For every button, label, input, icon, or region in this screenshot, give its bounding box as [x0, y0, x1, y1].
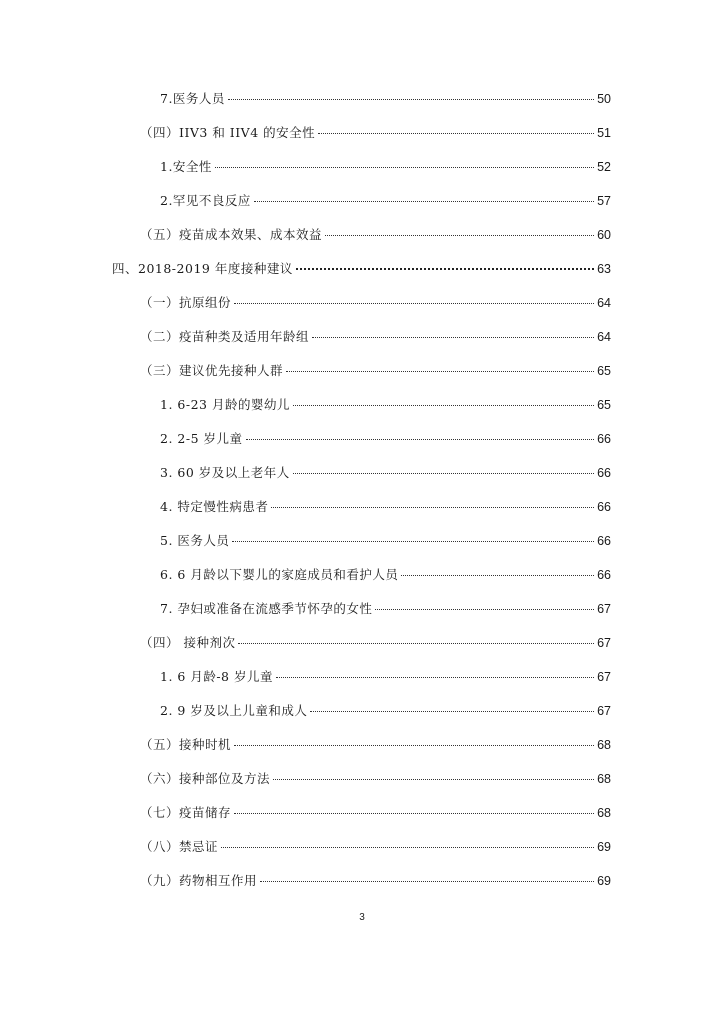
toc-entry-label: 四、2018-2019 年度接种建议: [112, 261, 293, 276]
toc-entry-label: 3. 60 岁及以上老年人: [160, 465, 290, 480]
toc-entry-page: 69: [597, 874, 611, 888]
toc-entry-page: 66: [597, 500, 611, 514]
toc-entry-label: 1. 6 月龄-8 岁儿童: [160, 669, 273, 684]
toc-entry[interactable]: [140, 769, 611, 789]
dot-leader: [310, 710, 594, 712]
dot-leader: [296, 267, 594, 270]
toc-entry[interactable]: [140, 361, 611, 381]
toc-entry-page: 64: [597, 296, 611, 310]
toc-entry-label: （四）IIV3 和 IIV4 的安全性: [140, 125, 316, 140]
dot-leader: [293, 472, 594, 474]
toc-entry-page: 52: [597, 160, 611, 174]
toc-entry[interactable]: [160, 429, 611, 449]
dot-leader: [271, 506, 594, 508]
toc-entry[interactable]: [160, 531, 611, 551]
page-number: 3: [359, 912, 365, 923]
toc-entry-label: （九）药物相互作用: [140, 873, 258, 888]
toc-entry[interactable]: [160, 497, 611, 517]
toc-entry[interactable]: [112, 259, 611, 279]
toc-entry-page: 65: [597, 398, 611, 412]
toc-entry-page: 65: [597, 364, 611, 378]
toc-entry-page: 60: [597, 228, 611, 242]
toc-entry[interactable]: [140, 735, 611, 755]
dot-leader: [228, 98, 594, 100]
toc-entry-page: 67: [597, 670, 611, 684]
toc-entry-page: 67: [597, 704, 611, 718]
toc-entry-page: 50: [597, 92, 611, 106]
toc-entry-label: （六）接种部位及方法: [140, 771, 271, 786]
toc-entry-label: 2.罕见不良反应: [160, 193, 251, 208]
toc-entry[interactable]: [160, 191, 611, 211]
toc-entry-page: 63: [597, 262, 611, 276]
dot-leader: [221, 846, 594, 848]
toc-entry[interactable]: [160, 89, 611, 109]
toc-entry[interactable]: [140, 327, 611, 347]
dot-leader: [276, 676, 594, 678]
dot-leader: [293, 404, 594, 406]
dot-leader: [215, 166, 594, 168]
toc-entry-page: 66: [597, 466, 611, 480]
toc-entry-page: 57: [597, 194, 611, 208]
toc-entry-page: 68: [597, 738, 611, 752]
dot-leader: [401, 574, 594, 576]
toc-entry-label: 1.安全性: [160, 159, 212, 174]
toc-entry[interactable]: [160, 395, 611, 415]
toc-entry-label: 1. 6-23 月龄的婴幼儿: [160, 397, 290, 412]
toc-entry-label: 7. 孕妇或准备在流感季节怀孕的女性: [160, 601, 373, 616]
toc-entry-page: 51: [597, 126, 611, 140]
toc-entry-page: 66: [597, 534, 611, 548]
toc-entry[interactable]: [160, 565, 611, 585]
dot-leader: [312, 336, 594, 338]
toc-entry-label: 6. 6 月龄以下婴儿的家庭成员和看护人员: [160, 567, 399, 582]
toc-entry-label: （七）疫苗储存: [140, 805, 232, 820]
toc-entry-label: （五）疫苗成本效果、成本效益: [140, 227, 323, 242]
toc-entry-page: 68: [597, 772, 611, 786]
toc-entry[interactable]: [140, 293, 611, 313]
toc-entry[interactable]: [140, 837, 611, 857]
toc-entry[interactable]: [140, 803, 611, 823]
toc-entry-label: （二）疫苗种类及适用年龄组: [140, 329, 310, 344]
dot-leader: [286, 370, 594, 372]
toc-entry-label: （一）抗原组份: [140, 295, 232, 310]
dot-leader: [234, 744, 594, 746]
toc-entry-page: 67: [597, 602, 611, 616]
toc-entry[interactable]: [160, 463, 611, 483]
dot-leader: [238, 642, 594, 644]
toc-entry-label: 5. 医务人员: [160, 533, 230, 548]
toc-entry[interactable]: [160, 157, 611, 177]
toc-entry-label: 7.医务人员: [160, 91, 225, 106]
toc-entry[interactable]: [160, 701, 611, 721]
toc-entry-page: 67: [597, 636, 611, 650]
toc-entry-label: 2. 9 岁及以上儿童和成人: [160, 703, 308, 718]
dot-leader: [325, 234, 594, 236]
dot-leader: [273, 778, 594, 780]
toc-entry[interactable]: [160, 599, 611, 619]
toc-entry-label: （三）建议优先接种人群: [140, 363, 284, 378]
toc-entry-label: （五）接种时机: [140, 737, 232, 752]
toc-entry-label: （四） 接种剂次: [140, 635, 236, 650]
dot-leader: [260, 880, 594, 882]
dot-leader: [232, 540, 594, 542]
toc-entry[interactable]: [140, 225, 611, 245]
dot-leader: [234, 302, 594, 304]
dot-leader: [375, 608, 594, 610]
toc-entry-page: 66: [597, 568, 611, 582]
toc-entry-page: 66: [597, 432, 611, 446]
toc-entry-label: 4. 特定慢性病患者: [160, 499, 269, 514]
toc-entry-page: 69: [597, 840, 611, 854]
toc-entry-label: （八）禁忌证: [140, 839, 219, 854]
dot-leader: [234, 812, 594, 814]
toc-entry-label: 2. 2-5 岁儿童: [160, 431, 243, 446]
dot-leader: [246, 438, 595, 440]
toc-entry-page: 64: [597, 330, 611, 344]
toc-entry[interactable]: [140, 633, 611, 653]
toc-entry[interactable]: [140, 123, 611, 143]
dot-leader: [254, 200, 594, 202]
toc-entry[interactable]: [140, 871, 611, 891]
dot-leader: [318, 132, 594, 134]
toc-entry-page: 68: [597, 806, 611, 820]
toc-entry[interactable]: [160, 667, 611, 687]
